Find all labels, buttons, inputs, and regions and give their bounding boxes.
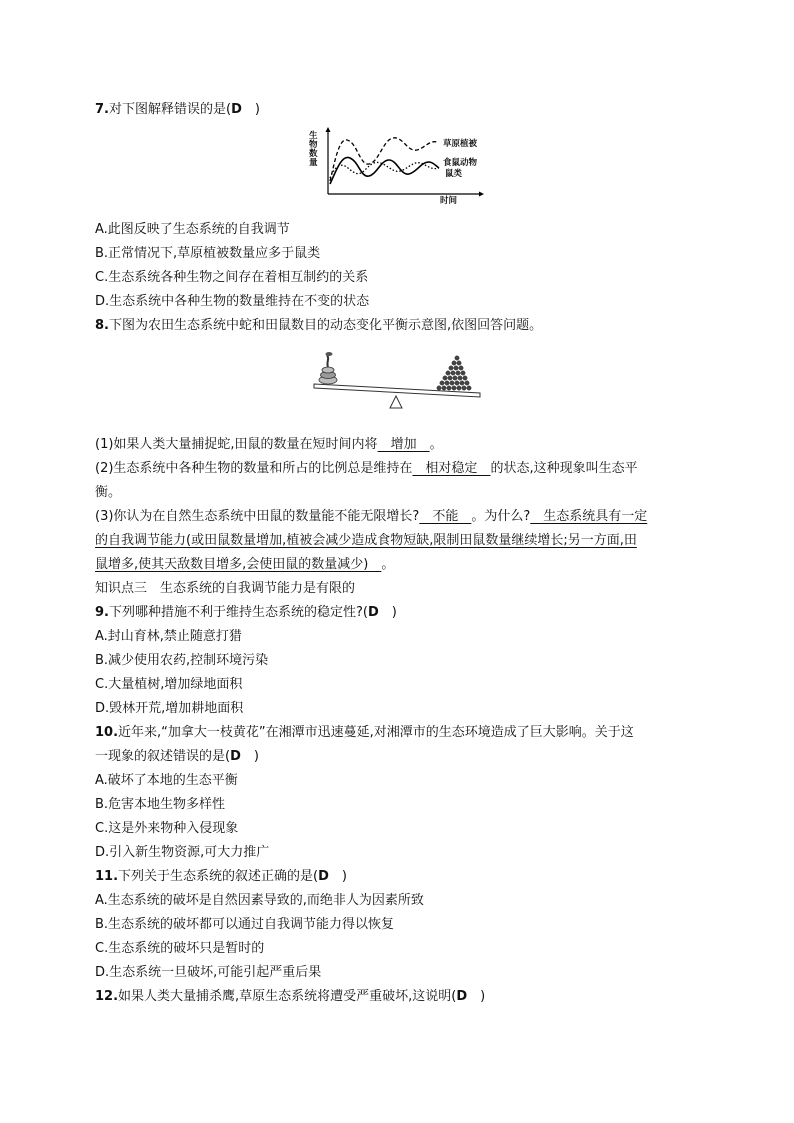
- q8-part1-answer: 增加: [377, 437, 430, 452]
- q7-legend-predators: 食鼠动物: [443, 158, 478, 168]
- q7-option-a: A.此图反映了生态系统的自我调节: [95, 222, 290, 237]
- q7-option-d: D.生态系统中各种生物的数量维持在不变的状态: [95, 294, 370, 309]
- q8-part3-line3: 鼠增多,使其天敌数目增多,会使田鼠的数量减少) 。: [95, 557, 395, 572]
- q11-number: 11.: [95, 869, 119, 884]
- q8-part2-answer: 相对稳定: [412, 461, 491, 476]
- q9-option-b: B.减少使用农药,控制环境污染: [95, 653, 269, 668]
- q7-y-axis-label: 生物数量: [309, 131, 318, 168]
- q10-number: 10.: [95, 725, 119, 740]
- q11-stem: 11.下列关于生态系统的叙述正确的是(D ): [95, 869, 347, 884]
- q7-stem: 7.对下图解释错误的是(D ): [95, 102, 260, 117]
- section-heading: 知识点三 生态系统的自我调节能力是有限的: [95, 581, 356, 596]
- q10-answer: D: [230, 749, 241, 764]
- q12-stem: 12.如果人类大量捕杀鹰,草原生态系统将遭受严重破坏,这说明(D ): [95, 989, 486, 1004]
- q8-seesaw-figure: [310, 350, 490, 412]
- q8-part3-answer-1: 不能: [419, 509, 472, 524]
- q10-option-c: C.这是外来物种入侵现象: [95, 821, 239, 836]
- q7-option-b: B.正常情况下,草原植被数量应多于鼠类: [95, 246, 321, 261]
- q10-option-a: A.破坏了本地的生态平衡: [95, 773, 238, 788]
- q9-option-c: C.大量植树,增加绿地面积: [95, 677, 243, 692]
- q11-answer: D: [318, 869, 329, 884]
- q8-part3-answer-line2: 的自我调节能力(或田鼠数量增加,植被会减少造成食物短缺,限制田鼠数量继续增长;另一方面,田: [95, 533, 637, 548]
- q7-x-axis-label: 时间: [440, 196, 458, 206]
- q11-option-c: C.生态系统的破坏只是暂时的: [95, 941, 265, 956]
- q7-legend-rodents: 鼠类: [445, 169, 463, 179]
- q9-answer: D: [367, 605, 379, 620]
- q9-number: 9.: [95, 605, 109, 620]
- q8-part3: (3)你认为在自然生态系统中田鼠的数量能不能无限增长? 不能 。为什么? 生态系统具有一定: [95, 509, 648, 524]
- q8-part3-answer-2: 生态系统具有一定: [530, 509, 648, 524]
- q7-legend-vegetation: 草原植被: [443, 139, 478, 149]
- q7-stem-text: 对下图解释错误的是(: [108, 102, 232, 117]
- q7-number: 7.: [95, 102, 109, 117]
- q11-option-b: B.生态系统的破坏都可以通过自我调节能力得以恢复: [95, 917, 395, 932]
- q10-stem-cont: 一现象的叙述错误的是(D ): [95, 749, 259, 764]
- q9-stem: 9.下列哪种措施不利于维持生态系统的稳定性?(D ): [95, 605, 397, 620]
- q9-option-a: A.封山育林,禁止随意打猎: [95, 629, 242, 644]
- q12-answer: D: [456, 989, 468, 1004]
- q7-option-c: C.生态系统各种生物之间存在着相互制约的关系: [95, 270, 369, 285]
- q8-stem-text: 下图为农田生态系统中蛇和田鼠数目的动态变化平衡示意图,依图回答问题。: [108, 318, 543, 333]
- q8-part2-cont: 衡。: [95, 485, 122, 500]
- q7-answer: D: [231, 102, 242, 117]
- q8-number: 8.: [95, 318, 109, 333]
- q8-stem: [95, 317, 542, 335]
- q8-part3-answer-line3: 鼠增多,使其天敌数目增多,会使田鼠的数量减少): [95, 557, 382, 572]
- q8-part2: (2)生态系统中各种生物的数量和所占的比例总是维持在 相对稳定 的状态,这种现象叫生态平: [95, 461, 638, 476]
- q7-population-figure: [305, 126, 505, 210]
- q9-option-d: D.毁林开荒,增加耕地面积: [95, 701, 244, 716]
- q10-option-d: D.引入新生物资源,可大力推广: [95, 845, 270, 860]
- q10-option-b: B.危害本地生物多样性: [95, 797, 226, 812]
- q10-stem: 10.近年来,“加拿大一枝黄花”在湘潭市迅速蔓延,对湘潭市的生态环境造成了巨大影响。关于这: [95, 725, 634, 740]
- q8-part1: (1)如果人类大量捕捉蛇,田鼠的数量在短时间内将 增加 。: [95, 437, 443, 452]
- q11-option-a: A.生态系统的破坏是自然因素导致的,而绝非人为因素所致: [95, 893, 424, 908]
- q12-number: 12.: [95, 989, 119, 1004]
- q11-option-d: D.生态系统一旦破坏,可能引起严重后果: [95, 965, 322, 980]
